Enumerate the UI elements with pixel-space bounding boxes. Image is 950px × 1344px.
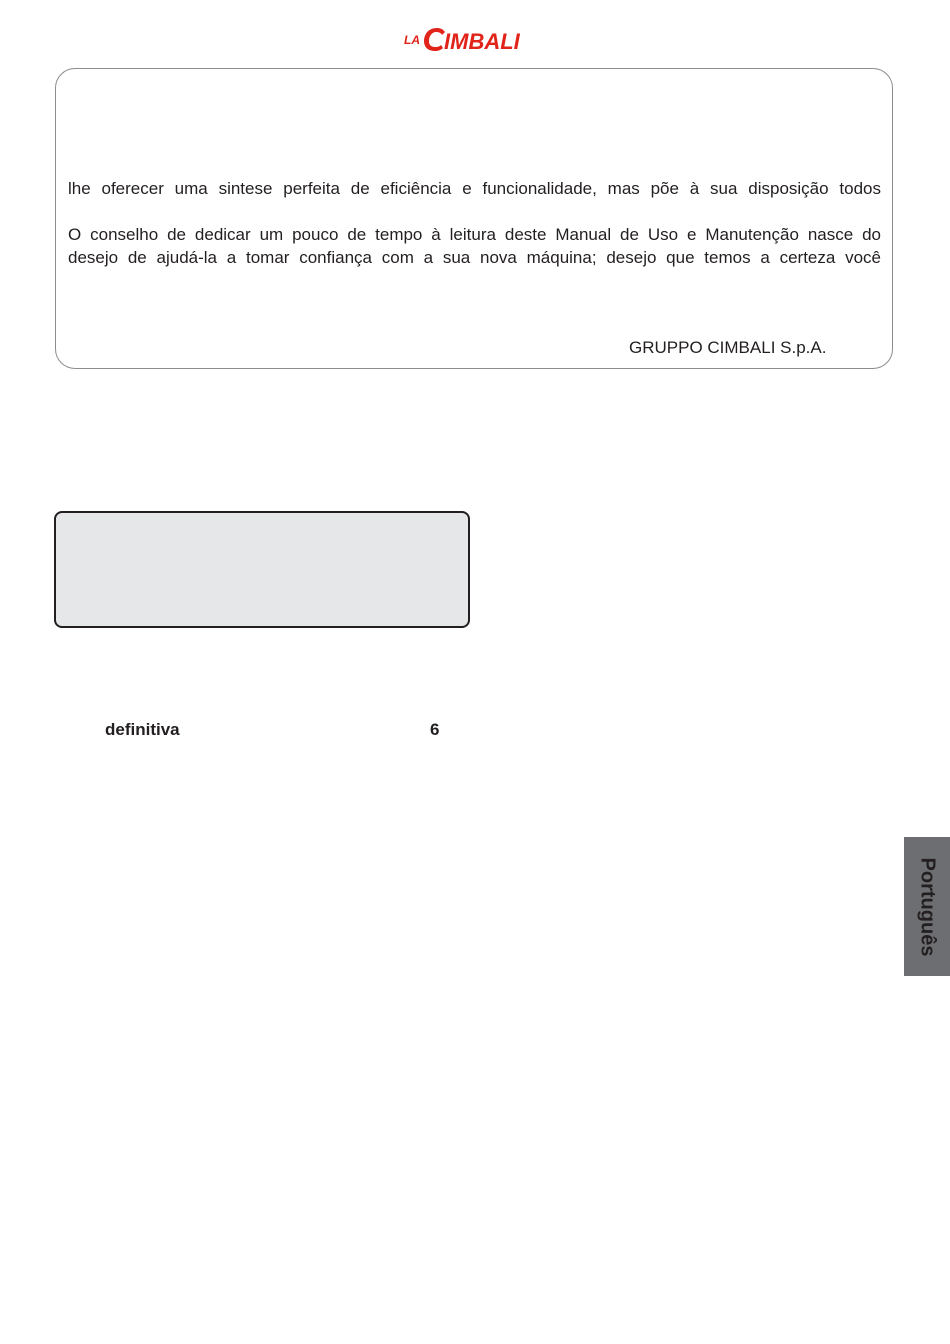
toc-entry-page: 6 [430,720,440,739]
toc-entry-label: definitiva [105,720,180,739]
signature: GRUPPO CIMBALI S.p.A. [629,338,827,357]
language-tab-label: Português [916,857,939,956]
intro-line-1: lhe oferecer uma sintese perfeita de eficiência e funcionalidade, mas põe à sua disposição todos [68,179,881,198]
language-tab [904,837,950,976]
intro-line-3: desejo de ajudá-la a tomar confiança com a sua nova máquina; desejo que temos a certeza você [68,248,881,267]
svg-text:IMBALI: IMBALI [444,29,520,54]
brand-logo [404,22,548,54]
grey-notice-box [54,511,470,628]
intro-box [55,68,893,369]
svg-text:LA: LA [404,33,420,47]
intro-line-2: O conselho de dedicar um pouco de tempo à leitura deste Manual de Uso e Manutenção nasce do [68,225,881,244]
